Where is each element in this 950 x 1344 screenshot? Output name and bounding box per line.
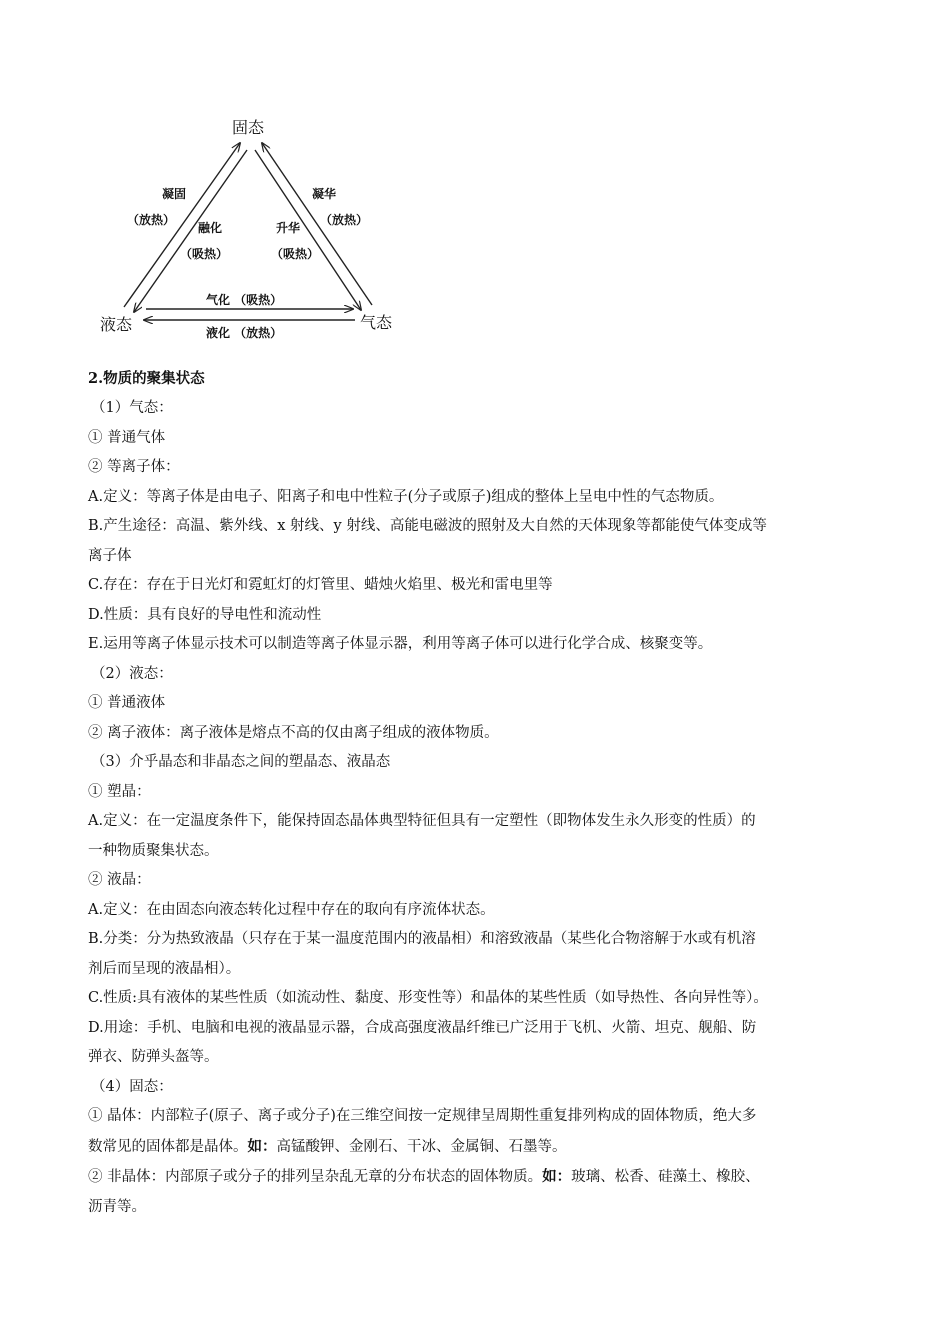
sublime-arrow	[255, 150, 361, 310]
melt-arrow	[134, 150, 247, 312]
plasma-property: D.性质：具有良好的导电性和流动性	[88, 606, 322, 623]
document-body	[88, 364, 868, 1222]
section-heading: 2.物质的聚集状态	[88, 370, 205, 387]
label-sublime-heat: （吸热）	[271, 247, 320, 261]
label-freeze: 凝固	[162, 187, 187, 201]
gas-title: （1）气态：	[91, 400, 173, 416]
plasma-origin-line1: B.产生途径：高温、紫外线、x 射线、y 射线、高能电磁波的照射及大自然的天体现象等都能使气体变成等	[88, 518, 767, 534]
node-solid: 固态	[232, 118, 265, 137]
amorphous-line2: 沥青等。	[88, 1198, 146, 1215]
liquid-title: （2）液态：	[91, 665, 173, 682]
plasma-application: E.运用等离子体显示技术可以制造等离子体显示器，利用等离子体可以进行化学合成、核聚变等。	[88, 636, 713, 652]
phase-change-diagram	[90, 110, 420, 350]
label-melt-heat: （吸热）	[180, 247, 229, 261]
liquid-crystal-class-line2: 剂后而呈现的液晶相）。	[88, 960, 241, 977]
liquid-crystal-property: C.性质:具有液体的某些性质（如流动性、黏度、形变性等）和晶体的某些性质（如导热性、各向异性等）。	[88, 990, 768, 1006]
crystal-examples: 高锰酸钾、金刚石、干冰、金属铜、石墨等。	[276, 1138, 567, 1155]
liquid-crystal-class-line1: B.分类：分为热致液晶（只存在于某一温度范围内的液晶相）和溶致液晶（某些化合物溶解于水或有机溶	[88, 931, 756, 947]
crystal-line1: ① 晶体：内部粒子(原子、离子或分子)在三维空间按一定规律呈周期性重复排列构成的固体物质，绝大多	[88, 1108, 757, 1124]
solid-title: （4）固态：	[91, 1078, 173, 1095]
plasma-existence: C.存在：存在于日光灯和霓虹灯的灯管里、蜡烛火焰里、极光和雷电里等	[88, 577, 553, 593]
liquid-crystal-use-line1: D.用途：手机、电脑和电视的液晶显示器，合成高强度液晶纤维已广泛用于飞机、火箭、坦克、舰船、防	[88, 1019, 757, 1036]
label-deposit-heat: （放热）	[320, 213, 369, 227]
plasma-definition: A.定义：等离子体是由电子、阳离子和电中性粒子(分子或原子)组成的整体上呈电中性的气态物质。	[88, 488, 724, 505]
plastic-crystal-def-line1: A.定义：在一定温度条件下，能保持固态晶体典型特征但具有一定塑性（即物体发生永久形变的性质）的	[88, 813, 756, 829]
node-gas: 气态	[360, 313, 393, 332]
liquid-item-ionic: ② 离子液体：离子液体是熔点不高的仅由离子组成的液体物质。	[88, 724, 499, 741]
liquid-item-normal: ① 普通液体	[88, 695, 166, 711]
plastic-crystal-title: ① 塑晶：	[88, 783, 151, 800]
node-liquid: 液态	[100, 315, 133, 334]
liquid-crystal-use-line2: 弹衣、防弹头盔等。	[88, 1049, 219, 1065]
amorphous-definition: ② 非晶体：内部原子或分子的排列呈杂乱无章的分布状态的固体物质。	[88, 1169, 543, 1185]
label-liquefy: 液化 （放热）	[206, 326, 283, 340]
label-vaporize: 气化 （吸热）	[206, 293, 283, 307]
amorphous-examples: 玻璃、松香、硅藻土、橡胶、	[571, 1169, 760, 1185]
crystal-line2-text: 数常见的固体都是晶体。	[88, 1138, 248, 1155]
gas-item-plasma: ② 等离子体：	[88, 459, 180, 475]
crystal-line2	[88, 1132, 868, 1163]
crystal-example-label: 如：	[247, 1137, 277, 1155]
label-sublime: 升华	[276, 221, 301, 235]
amorphous-example-label: 如：	[542, 1168, 572, 1185]
label-melt: 融化	[198, 221, 223, 235]
plasma-origin-line2: 离子体	[88, 547, 132, 564]
label-freeze-heat: （放热）	[127, 213, 176, 227]
liquid-crystal-definition: A.定义：在由固态向液态转化过程中存在的取向有序流体状态。	[88, 901, 495, 918]
gas-item-normal: ① 普通气体	[88, 429, 166, 446]
plastic-crystal-def-line2: 一种物质聚集状态。	[88, 842, 219, 859]
amorphous-line1	[88, 1162, 868, 1193]
label-deposit: 凝华	[312, 187, 337, 201]
liquid-crystal-title: ② 液晶：	[88, 872, 151, 888]
mid-state-title: （3）介乎晶态和非晶态之间的塑晶态、液晶态	[91, 754, 391, 770]
